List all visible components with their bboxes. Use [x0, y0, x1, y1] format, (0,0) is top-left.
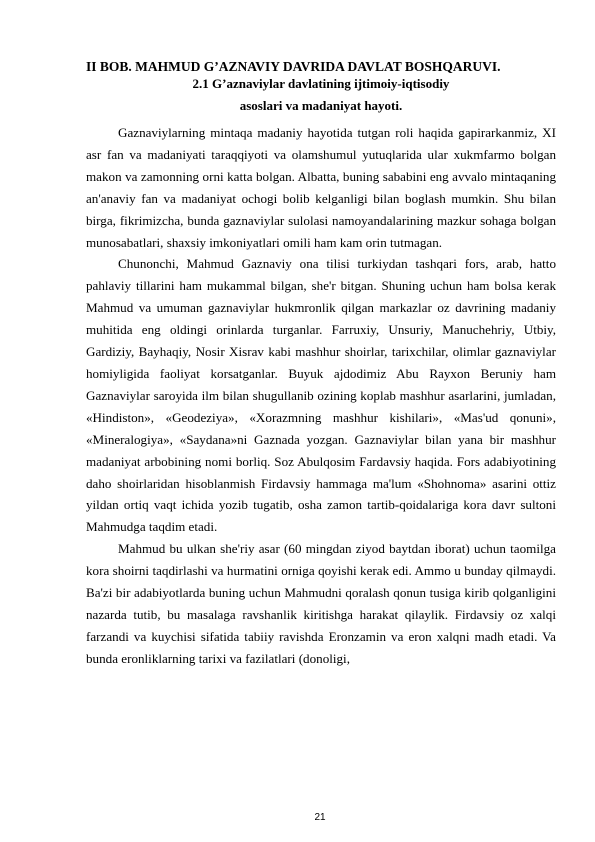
paragraph-1: Gaznaviylarning mintaqa madaniy hayotida tutgan roli haqida gapirarkanmiz, XI asr fan va madaniyati taraqqiyoti va olamshumul yutuqlarida ular xukmfarmo bolgan makon va zamonning orni katta bolgan. Albatta, buning sababini eng avvalo mintaqaning an'anaviy fan va madaniyat ochogi bolib kelganligi bilan boglash mumkin. Shu bilan birga, fikrimizcha, bunda gaznaviylar sulolasi namoyandalarining mazkur sohaga bolgan munosabatlari, shaxsiy imkoniyatlari omili ham kam orin tutmagan.	[86, 125, 556, 250]
chapter-title: II BOB. MAHMUD G’AZNAVIY DAVRIDA DAVLAT BOSHQARUVI.	[86, 59, 501, 74]
paragraph-3: Mahmud bu ulkan she'riy asar (60 mingdan ziyod baytdan iborat) uchun taomilga kora shoirni taqdirlashi va hurmatini orniga qoyishi kerak edi. Ammo u bunday qilmaydi. Ba'zi bir adabiyotlarda buning uchun Mahmudni qoralash qonun tusiga kirib qolganligini nazarda tutib, bu masalaga ravshanlik kiritishga harakat qilaylik. Firdavsiy oz xalqi farzandi va kuychisi sifatida tabiiy ravishda Eronzamin va eron xalqni madh etadi. Va bunda eronliklarning tarixi va fazilatlari (donoligi,	[86, 541, 556, 666]
body-text	[86, 122, 556, 670]
section-title-line-1: 2.1 G’aznaviylar davlatining ijtimoiy-iqtisodiy	[192, 76, 450, 91]
page-number: 21	[314, 812, 326, 823]
section-title-line-2: asoslari va madaniyat hayoti.	[239, 98, 403, 113]
paragraph-2: Chunonchi, Mahmud Gaznaviy ona tilisi turkiydan tashqari fors, arab, hatto pahlaviy tillarini ham mukammal bilgan, she'r bitgan. Shuning uchun ham bolsa kerak Mahmud va umuman gaznaviylar hukmronlik qilgan markazlar oz davrining madaniy muhitida eng oldingi orinlarda turganlar. Farruxiy, Unsuriy, Manuchehriy, Utbiy, Gardiziy, Bayhaqiy, Nosir Xisrav kabi mashhur shoirlar, tarixchilar, olimlar gaznaviylar homiyligida faoliyat korsatganlar. Buyuk ajdodimiz Abu Rayxon Beruniy ham Gaznaviylar saroyida ilm bilan shugullanib ozining koplab mashhur asarlarini, jumladan, «Hindiston», «Geodeziya», «Xorazmning mashhur kishilari», «Mas'ud qonuni», «Mineralogiya», «Saydana»ni Gaznada yozgan. Gaznaviylar bilan yana bir mashhur madaniyat arbobining nomi borliq. Soz Abulqosim Fardavsiy haqida. Fors adabiyotining daho shoirlaridan hisoblanmish Firdavsiy hammaga ma'lum «Shohnoma» asarini ottiz yildan ortiq vaqt ichida yozib tugatib, osha zamon tartib-qoidalariga kora davr sultoni Mahmudga taqdim etadi.	[86, 256, 556, 535]
